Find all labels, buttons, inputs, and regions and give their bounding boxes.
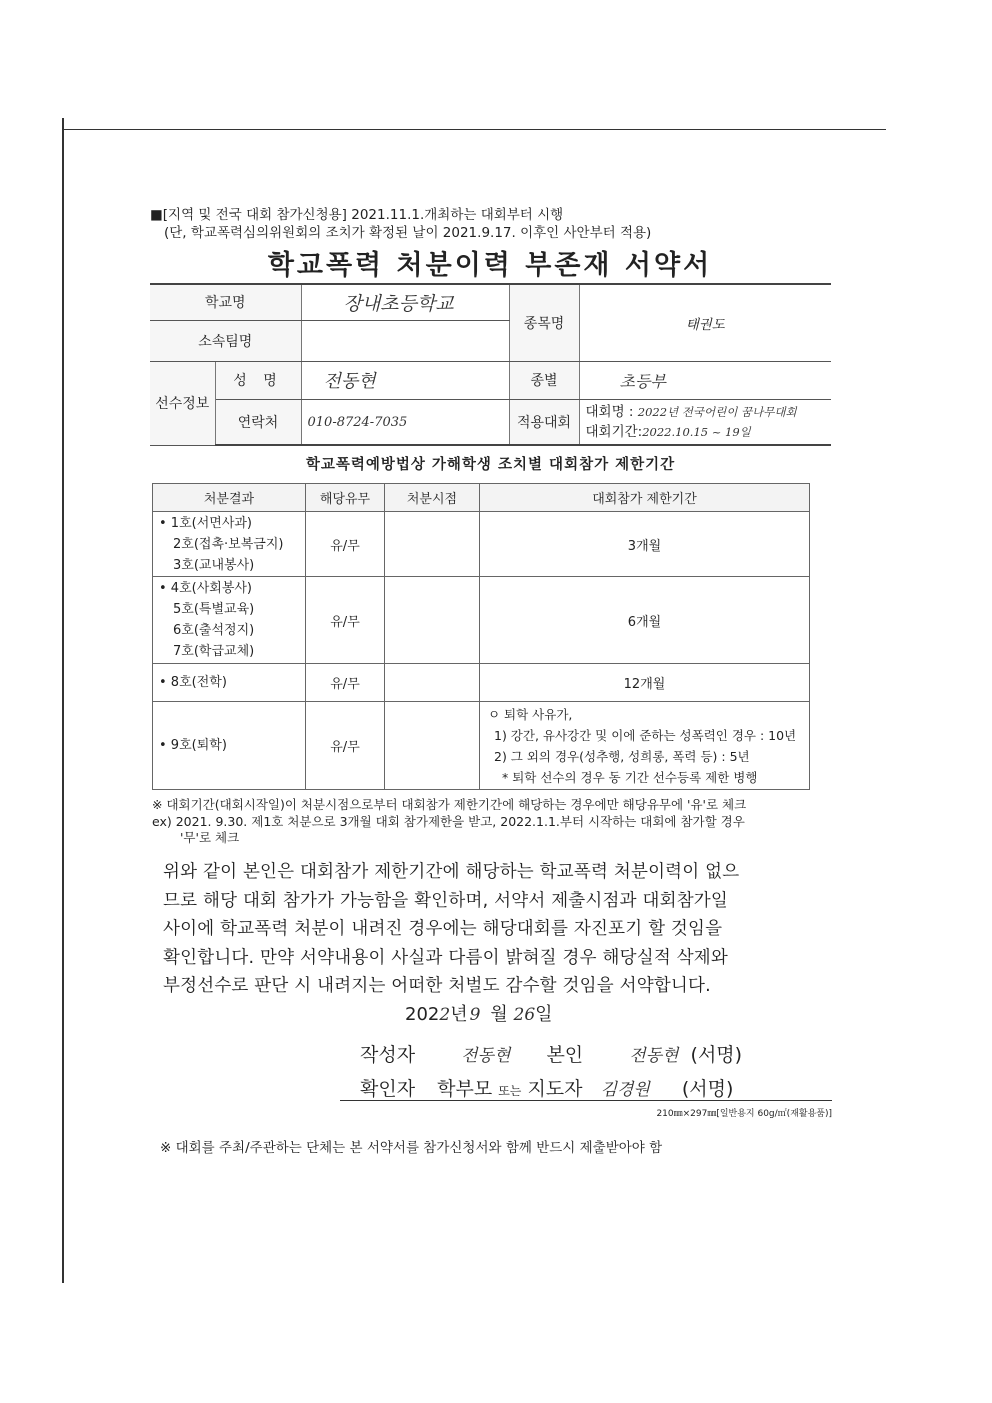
contact-label: 연락처 <box>215 399 301 445</box>
notice-line-2: (단, 학교폭력심의위원회의 조치가 확정된 날이 2021.9.17. 이후인 사안부터 적용) <box>164 225 652 241</box>
table-row <box>153 577 810 664</box>
header-disposition-date: 처분시점 <box>385 484 480 512</box>
month-hand: 9 <box>469 1005 481 1025</box>
limit-line: 2) 그 외의 경우(성추행, 성희롱, 폭력 등) : 5년 <box>494 748 750 764</box>
name-label: 성 명 <box>215 361 301 399</box>
left-rule <box>62 118 64 1283</box>
note-1: ※ 대회기간(대회시작일)이 처분시점으로부터 대회참가 제한기간에 해당하는 경우에만 해당유무에 '유'로 체크 <box>152 797 747 812</box>
writer-signature-row <box>360 1040 742 1067</box>
result-item: • 9호(퇴학) <box>159 738 227 753</box>
result-item: 7호(학급교체) <box>173 644 255 659</box>
limit-line: * 퇴학 선수의 경우 동 기간 선수등록 제한 병행 <box>502 769 758 785</box>
parent-label: 학부모 <box>437 1078 493 1100</box>
confirmer-hand: 김경원 <box>600 1080 650 1100</box>
school-label: 학교명 <box>150 284 301 320</box>
year-hand: 2 <box>439 1005 451 1025</box>
self-label: 본인 <box>546 1044 584 1066</box>
name-value: 전동현 <box>323 371 376 392</box>
day-label: 일 <box>535 1004 553 1025</box>
event-value: 태권도 <box>579 284 831 361</box>
header-result: 처분결과 <box>153 484 306 512</box>
note-3: '무'로 체크 <box>180 830 240 845</box>
document-title: 학교폭력 처분이력 부존재 서약서 <box>267 250 713 281</box>
disposition-date-cell <box>385 512 480 577</box>
writer-label: 작성자 <box>360 1044 416 1066</box>
result-item: • 8호(전학) <box>159 675 227 690</box>
result-item: 6호(출석정지) <box>173 623 255 638</box>
result-item: 5호(특별교육) <box>173 602 255 617</box>
result-item: • 4호(사회봉사) <box>159 581 253 596</box>
paper-spec: 210㎜×297㎜[일반용지 60g/㎡(재활용품)] <box>656 1109 832 1119</box>
pledge-line: 확인합니다. 만약 서약내용이 사실과 다름이 밝혀질 경우 해당실적 삭제와 <box>163 947 729 968</box>
pledge-line: 므로 해당 대회 참가가 가능함을 확인하며, 서약서 제출시점과 대회참가일 <box>163 890 729 911</box>
header-limit-period: 대회참가 제한기간 <box>480 484 810 512</box>
competition-label: 적용대회 <box>509 399 579 445</box>
penalty-subtitle: 학교폭력예방법상 가해학생 조치별 대회참가 제한기간 <box>305 457 676 473</box>
contact-value: 010-8724-7035 <box>307 414 408 430</box>
competition-name-label: 대회명 : <box>585 403 634 420</box>
category-value: 초등부 <box>619 371 666 391</box>
day-hand: 26 <box>513 1005 536 1025</box>
result-item: • 1호(서면사과) <box>159 515 253 531</box>
month-label: 월 <box>490 1004 508 1025</box>
category-label: 종별 <box>509 361 579 399</box>
disposition-date-cell <box>385 577 480 664</box>
info-table <box>150 283 831 446</box>
confirmer-signature-row <box>360 1074 733 1101</box>
limit-line: ㅇ 퇴학 사유가, <box>488 706 573 722</box>
competition-period-label: 대회기간: <box>585 423 643 440</box>
year-prefix: 202 <box>405 1004 440 1025</box>
header-applicable: 해당유무 <box>306 484 385 512</box>
competition-name-value: 2022년 전국어린이 꿈나무대회 <box>637 404 797 419</box>
team-value <box>301 320 509 361</box>
limit-value: 3개월 <box>480 512 810 577</box>
competition-period-value: 2022.10.15 ~ 19일 <box>642 424 751 439</box>
limit-value: 6개월 <box>480 577 810 664</box>
penalty-table <box>152 483 810 790</box>
disposition-date-cell <box>385 702 480 790</box>
applicable-value: 유/무 <box>306 512 385 577</box>
disposition-date-cell <box>385 664 480 702</box>
year-label: 년 <box>450 1004 468 1025</box>
top-rule <box>62 129 886 130</box>
player-info-label: 선수정보 <box>150 361 215 445</box>
limit-line: 1) 강간, 유사강간 및 이에 준하는 성폭력인 경우 : 10년 <box>494 727 797 743</box>
event-label: 종목명 <box>509 284 579 361</box>
pledge-line: 위와 같이 본인은 대회참가 제한기간에 해당하는 학교폭력 처분이력이 없으 <box>163 862 740 882</box>
or-label: 또는 <box>498 1084 522 1098</box>
final-note: ※ 대회를 주최/주관하는 단체는 본 서약서를 참가신청서와 함께 반드시 제출받아야 함 <box>160 1140 663 1156</box>
writer-hand: 전동현 <box>461 1046 511 1066</box>
table-row <box>153 512 810 577</box>
pledge-line: 사이에 학교폭력 처분이 내려진 경우에는 해당대회를 자진포기 할 것임을 <box>163 919 723 940</box>
paper-spec-rule <box>340 1100 832 1101</box>
confirmer-label: 확인자 <box>360 1078 416 1100</box>
confirmer-sign: (서명) <box>681 1078 734 1100</box>
notice-line-1: ■[지역 및 전국 대회 참가신청용] 2021.11.1.개최하는 대회부터 시행 <box>150 207 564 223</box>
self-hand: 전동현 <box>629 1046 679 1066</box>
applicable-value: 유/무 <box>306 664 385 702</box>
pledge-text <box>163 858 823 1001</box>
applicable-value: 유/무 <box>306 577 385 664</box>
pledge-date <box>405 1000 553 1026</box>
table-row <box>153 702 810 790</box>
self-sign: (서명) <box>690 1044 743 1066</box>
result-item: 3호(교내봉사) <box>173 557 255 573</box>
table-row <box>153 664 810 702</box>
coach-label: 지도자 <box>527 1078 583 1100</box>
applicable-value: 유/무 <box>306 702 385 790</box>
note-2: ex) 2021. 9.30. 제1호 처분으로 3개월 대회 참가제한을 받고, 2022.1.1.부터 시작하는 대회에 참가할 경우 <box>152 814 745 829</box>
limit-value: 12개월 <box>480 664 810 702</box>
school-value: 장내초등학교 <box>343 292 454 315</box>
result-item: 2호(접촉·보복금지) <box>173 536 284 552</box>
team-label: 소속팀명 <box>150 320 301 361</box>
pledge-line: 부정선수로 판단 시 내려지는 어떠한 처벌도 감수할 것임을 서약합니다. <box>163 976 711 997</box>
